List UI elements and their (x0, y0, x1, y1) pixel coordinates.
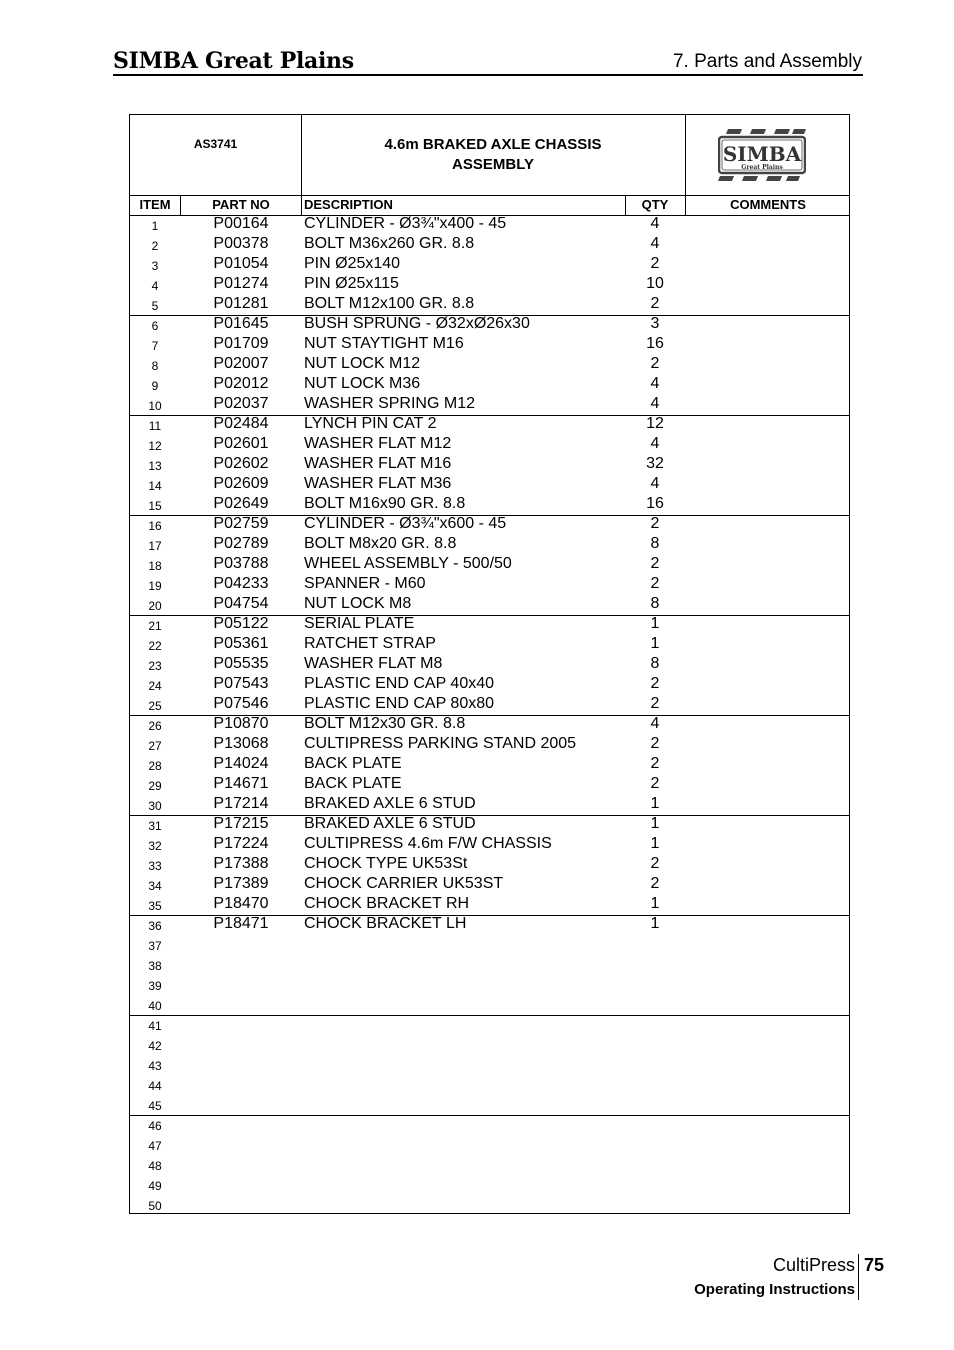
description-cell (304, 1155, 624, 1175)
item-cell: 30 (148, 799, 162, 813)
item-cell: 25 (148, 699, 162, 713)
description-cell: BOLT M12x100 GR. 8.8 (304, 295, 475, 312)
table-row (130, 1195, 849, 1215)
table-row (130, 1055, 849, 1075)
qty-cell: 4 (650, 215, 660, 232)
table-row (130, 1135, 849, 1155)
table-row (130, 595, 849, 615)
table-row (130, 375, 849, 395)
part-no-cell: P07543 (213, 675, 269, 692)
qty-cell: 2 (650, 575, 660, 592)
qty-cell: 2 (650, 855, 660, 872)
qty-cell: 32 (646, 455, 664, 472)
part-no-cell (180, 1015, 302, 1035)
item-cell: 2 (151, 239, 159, 253)
table-row (130, 1035, 849, 1055)
table-row (130, 615, 849, 635)
qty-cell: 4 (650, 435, 660, 452)
table-row (130, 995, 849, 1015)
item-cell: 39 (148, 979, 162, 993)
page-number: 75 (864, 1255, 885, 1275)
part-no-cell: P03788 (213, 555, 269, 572)
table-row (130, 835, 849, 855)
description-cell: PIN Ø25x115 (304, 275, 399, 292)
part-no-cell: P17388 (213, 855, 269, 872)
parts-table (129, 114, 850, 1214)
logo-subtext: Great Plains (741, 164, 783, 171)
part-no-cell: P17215 (213, 815, 269, 832)
table-row (130, 1155, 849, 1175)
brand-title: SIMBA Great Plains (113, 48, 354, 74)
qty-cell: 16 (646, 335, 664, 352)
qty-cell: 1 (650, 615, 660, 632)
description-cell: NUT LOCK M36 (304, 375, 421, 392)
qty-cell (625, 1135, 685, 1155)
description-cell: CULTIPRESS 4.6m F/W CHASSIS (304, 835, 552, 852)
logo-text: SIMBA (722, 142, 802, 166)
description-cell: BUSH SPRUNG - Ø32xØ26x30 (304, 315, 530, 332)
qty-cell: 8 (650, 655, 660, 672)
part-no-cell: P00164 (213, 215, 269, 232)
table-row (130, 775, 849, 795)
qty-cell (625, 955, 685, 975)
description-cell (304, 1095, 624, 1115)
part-no-cell (180, 1095, 302, 1115)
part-no-cell (180, 1195, 302, 1215)
item-cell: 35 (148, 899, 162, 913)
qty-cell: 4 (650, 375, 660, 392)
part-no-cell (180, 1135, 302, 1155)
part-no-cell: P17214 (213, 795, 269, 812)
item-cell: 37 (148, 939, 162, 953)
table-row (130, 555, 849, 575)
qty-cell: 3 (650, 315, 660, 332)
table-row (130, 455, 849, 475)
part-no-cell: P13068 (213, 735, 269, 752)
description-cell (304, 975, 624, 995)
description-cell (304, 1135, 624, 1155)
description-cell: CYLINDER - Ø3¾"x400 - 45 (304, 215, 507, 232)
item-cell: 9 (151, 379, 159, 393)
qty-cell (625, 1175, 685, 1195)
col-header-qty: QTY (641, 197, 669, 212)
col-header-comments: COMMENTS (730, 197, 806, 212)
qty-cell: 1 (650, 895, 660, 912)
qty-cell: 1 (650, 835, 660, 852)
table-row (130, 295, 849, 315)
qty-cell (625, 995, 685, 1015)
qty-cell: 16 (646, 495, 664, 512)
part-no-cell: P02649 (213, 495, 269, 512)
description-cell: BACK PLATE (304, 755, 402, 772)
part-no-cell: P18471 (213, 915, 269, 932)
table-row (130, 475, 849, 495)
description-cell (304, 1035, 624, 1055)
item-cell: 29 (148, 779, 162, 793)
description-cell: CHOCK BRACKET RH (304, 895, 470, 912)
part-no-cell (180, 935, 302, 955)
header-rule (113, 74, 863, 76)
item-cell: 31 (148, 819, 162, 833)
description-cell: CHOCK CARRIER UK53ST (304, 875, 504, 892)
table-row (130, 755, 849, 775)
part-no-cell (180, 1055, 302, 1075)
part-no-cell (180, 995, 302, 1015)
qty-cell: 4 (650, 475, 660, 492)
description-cell (304, 1075, 624, 1095)
part-no-cell (180, 1035, 302, 1055)
description-cell: BOLT M8x20 GR. 8.8 (304, 535, 457, 552)
qty-cell (625, 1115, 685, 1135)
qty-cell (625, 1055, 685, 1075)
item-cell: 13 (148, 459, 162, 473)
description-cell: CULTIPRESS PARKING STAND 2005 (304, 735, 577, 752)
item-cell: 3 (151, 259, 159, 273)
description-cell: LYNCH PIN CAT 2 (304, 415, 437, 432)
qty-cell: 2 (650, 735, 660, 752)
item-cell: 45 (148, 1099, 162, 1113)
item-cell: 12 (148, 439, 162, 453)
part-no-cell: P18470 (213, 895, 269, 912)
item-cell: 50 (148, 1199, 162, 1213)
table-row (130, 1095, 849, 1115)
qty-cell (625, 935, 685, 955)
table-row (130, 815, 849, 835)
description-cell: PLASTIC END CAP 80x80 (304, 695, 495, 712)
qty-cell (625, 1155, 685, 1175)
table-row (130, 395, 849, 415)
description-cell: SERIAL PLATE (304, 615, 415, 632)
assembly-code: AS3741 (193, 137, 238, 151)
description-cell (304, 935, 624, 955)
part-no-cell: P04233 (213, 575, 269, 592)
item-cell: 10 (148, 399, 162, 413)
part-no-cell (180, 1075, 302, 1095)
table-row (130, 895, 849, 915)
item-cell: 14 (148, 479, 162, 493)
qty-cell: 4 (650, 395, 660, 412)
description-cell: BRAKED AXLE 6 STUD (304, 795, 476, 812)
item-cell: 24 (148, 679, 162, 693)
item-cell: 44 (148, 1079, 162, 1093)
part-no-cell: P02602 (213, 455, 269, 472)
part-no-cell: P02484 (213, 415, 269, 432)
description-cell: WASHER SPRING M12 (304, 395, 475, 412)
qty-cell: 12 (646, 415, 664, 432)
table-row (130, 1175, 849, 1195)
assembly-title-line1: 4.6m BRAKED AXLE CHASSIS (384, 136, 602, 153)
table-row (130, 435, 849, 455)
part-no-cell: P01054 (213, 255, 269, 272)
item-cell: 16 (148, 519, 162, 533)
item-cell: 17 (148, 539, 162, 553)
qty-cell (625, 1095, 685, 1115)
part-no-cell (180, 1115, 302, 1135)
footer-divider (858, 1254, 859, 1300)
part-no-cell: P05122 (213, 615, 269, 632)
table-row (130, 215, 849, 235)
qty-cell: 2 (650, 875, 660, 892)
assembly-title (301, 135, 685, 175)
table-row (130, 975, 849, 995)
part-no-cell (180, 1155, 302, 1175)
table-row (130, 795, 849, 815)
item-cell: 49 (148, 1179, 162, 1193)
table-row (130, 675, 849, 695)
table-row (130, 575, 849, 595)
part-no-cell: P01709 (213, 335, 269, 352)
qty-cell: 10 (646, 275, 664, 292)
description-cell: NUT STAYTIGHT M16 (304, 335, 464, 352)
description-cell (304, 1015, 624, 1035)
description-cell: NUT LOCK M8 (304, 595, 412, 612)
item-cell: 19 (148, 579, 162, 593)
item-cell: 41 (148, 1019, 162, 1033)
part-no-cell: P17389 (213, 875, 269, 892)
description-cell: CHOCK BRACKET LH (304, 915, 467, 932)
table-row (130, 335, 849, 355)
part-no-cell: P02789 (213, 535, 269, 552)
qty-cell: 2 (650, 255, 660, 272)
table-row (130, 1115, 849, 1135)
table-row (130, 315, 849, 335)
table-row (130, 715, 849, 735)
qty-cell: 2 (650, 695, 660, 712)
simba-logo-icon (718, 129, 806, 181)
part-no-cell: P01281 (213, 295, 269, 312)
description-cell: WASHER FLAT M16 (304, 455, 452, 472)
assembly-title-line2: ASSEMBLY (452, 156, 534, 173)
description-cell: WASHER FLAT M36 (304, 475, 452, 492)
part-no-cell: P04754 (213, 595, 269, 612)
description-cell: RATCHET STRAP (304, 635, 436, 652)
table-row (130, 655, 849, 675)
description-cell: WASHER FLAT M8 (304, 655, 443, 672)
part-no-cell (180, 975, 302, 995)
part-no-cell: P14671 (213, 775, 269, 792)
description-cell: BOLT M12x30 GR. 8.8 (304, 715, 466, 732)
qty-cell (625, 1015, 685, 1035)
table-row (130, 535, 849, 555)
item-cell: 22 (148, 639, 162, 653)
table-row (130, 635, 849, 655)
item-cell: 5 (151, 299, 159, 313)
table-row (130, 355, 849, 375)
qty-cell: 1 (650, 795, 660, 812)
qty-cell: 1 (650, 815, 660, 832)
qty-cell: 4 (650, 715, 660, 732)
item-cell: 23 (148, 659, 162, 673)
divider-h-title (130, 195, 849, 196)
description-cell (304, 1055, 624, 1075)
table-row (130, 695, 849, 715)
item-cell: 8 (151, 359, 159, 373)
item-cell: 4 (151, 279, 159, 293)
part-no-cell: P07546 (213, 695, 269, 712)
item-cell: 27 (148, 739, 162, 753)
description-cell (304, 1175, 624, 1195)
description-cell (304, 995, 624, 1015)
qty-cell: 8 (650, 535, 660, 552)
description-cell: CYLINDER - Ø3¾"x600 - 45 (304, 515, 507, 532)
table-row (130, 235, 849, 255)
item-cell: 48 (148, 1159, 162, 1173)
qty-cell: 1 (650, 915, 660, 932)
qty-cell: 2 (650, 755, 660, 772)
section-title: 7. Parts and Assembly (672, 51, 862, 72)
description-cell: PLASTIC END CAP 40x40 (304, 675, 495, 692)
footer-subtitle: Operating Instructions (694, 1281, 855, 1298)
item-cell: 46 (148, 1119, 162, 1133)
description-cell (304, 955, 624, 975)
table-row (130, 1015, 849, 1035)
part-no-cell: P02609 (213, 475, 269, 492)
item-cell: 33 (148, 859, 162, 873)
table-row (130, 875, 849, 895)
table-row (130, 275, 849, 295)
table-row (130, 915, 849, 935)
description-cell: SPANNER - M60 (304, 575, 426, 592)
table-row (130, 855, 849, 875)
table-row (130, 955, 849, 975)
part-no-cell (180, 955, 302, 975)
table-row (130, 495, 849, 515)
item-cell: 43 (148, 1059, 162, 1073)
part-no-cell: P02037 (213, 395, 269, 412)
item-cell: 6 (151, 319, 159, 333)
description-cell: WASHER FLAT M12 (304, 435, 452, 452)
description-cell: BRAKED AXLE 6 STUD (304, 815, 476, 832)
description-cell: PIN Ø25x140 (304, 255, 401, 272)
qty-cell (625, 1035, 685, 1055)
description-cell: BACK PLATE (304, 775, 402, 792)
description-cell: NUT LOCK M12 (304, 355, 421, 372)
qty-cell: 8 (650, 595, 660, 612)
part-no-cell: P02759 (213, 515, 269, 532)
part-no-cell: P02007 (213, 355, 269, 372)
description-cell: BOLT M36x260 GR. 8.8 (304, 235, 475, 252)
description-cell: CHOCK TYPE UK53St (304, 855, 468, 872)
qty-cell: 4 (650, 235, 660, 252)
qty-cell: 2 (650, 515, 660, 532)
item-cell: 18 (148, 559, 162, 573)
part-no-cell: P14024 (213, 755, 269, 772)
item-cell: 47 (148, 1139, 162, 1153)
table-row (130, 515, 849, 535)
description-cell (304, 1195, 624, 1215)
item-cell: 32 (148, 839, 162, 853)
table-row (130, 1075, 849, 1095)
qty-cell (625, 1195, 685, 1215)
part-no-cell: P05361 (213, 635, 269, 652)
item-cell: 42 (148, 1039, 162, 1053)
col-header-item: ITEM (139, 197, 171, 212)
col-header-description: DESCRIPTION (304, 197, 393, 212)
item-cell: 15 (148, 499, 162, 513)
item-cell: 40 (148, 999, 162, 1013)
description-cell: WHEEL ASSEMBLY - 500/50 (304, 555, 512, 572)
part-no-cell: P01645 (213, 315, 269, 332)
part-no-cell (180, 1175, 302, 1195)
qty-cell: 2 (650, 555, 660, 572)
part-no-cell: P02012 (213, 375, 269, 392)
description-cell: BOLT M16x90 GR. 8.8 (304, 495, 466, 512)
item-cell: 36 (148, 919, 162, 933)
qty-cell (625, 1075, 685, 1095)
item-cell: 7 (151, 339, 159, 353)
description-cell (304, 1115, 624, 1135)
item-cell: 38 (148, 959, 162, 973)
table-row (130, 255, 849, 275)
item-cell: 11 (148, 419, 162, 433)
table-row (130, 415, 849, 435)
item-cell: 26 (148, 719, 162, 733)
qty-cell: 1 (650, 635, 660, 652)
part-no-cell: P10870 (213, 715, 269, 732)
qty-cell: 2 (650, 355, 660, 372)
part-no-cell: P05535 (213, 655, 269, 672)
table-row (130, 735, 849, 755)
part-no-cell: P17224 (213, 835, 269, 852)
qty-cell: 2 (650, 775, 660, 792)
qty-cell: 2 (650, 295, 660, 312)
part-no-cell: P00378 (213, 235, 269, 252)
item-cell: 1 (151, 219, 159, 233)
part-no-cell: P01274 (213, 275, 269, 292)
item-cell: 34 (148, 879, 162, 893)
item-cell: 28 (148, 759, 162, 773)
col-header-part-no: PART NO (212, 197, 270, 212)
footer-product: CultiPress (772, 1255, 855, 1275)
item-cell: 21 (148, 619, 162, 633)
part-no-cell: P02601 (213, 435, 269, 452)
qty-cell: 2 (650, 675, 660, 692)
qty-cell (625, 975, 685, 995)
table-row (130, 935, 849, 955)
item-cell: 20 (148, 599, 162, 613)
